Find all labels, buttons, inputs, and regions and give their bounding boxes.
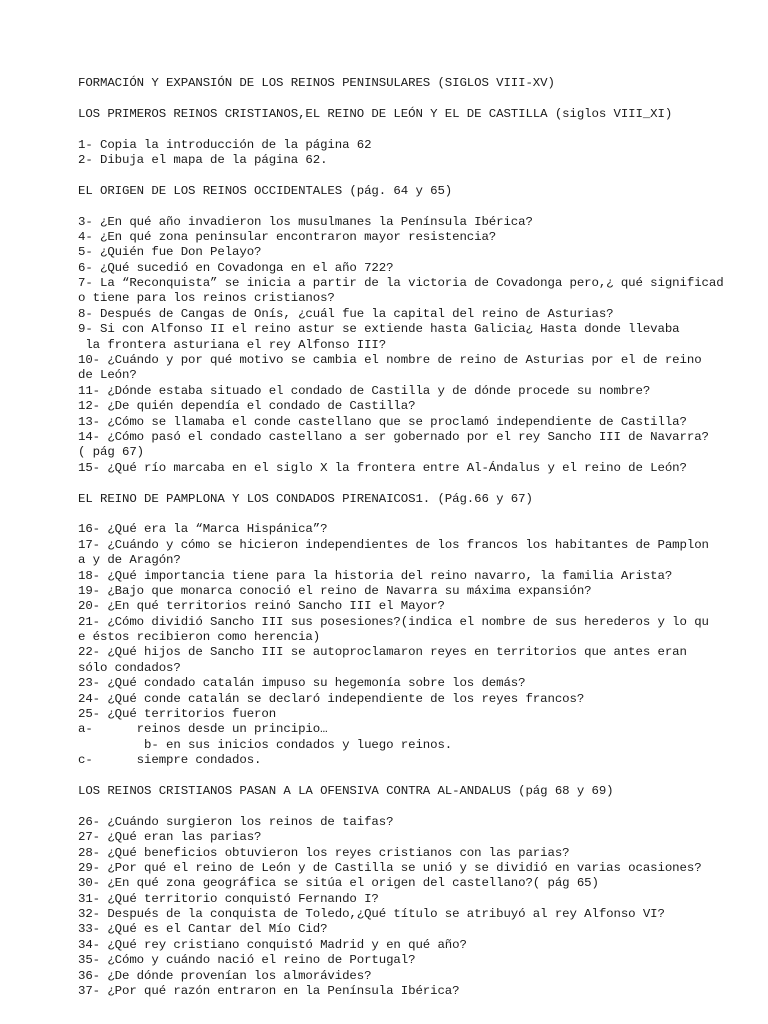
question-line: 30- ¿En qué zona geográfica se sitúa el origen del castellano?( pág 65): [78, 876, 599, 891]
question-line: 33- ¿Qué es el Cantar del Mío Cid?: [78, 922, 328, 937]
question-line: 28- ¿Qué beneficios obtuvieron los reyes cristianos con las parias?: [78, 845, 570, 860]
question-line: 23- ¿Qué condado catalán impuso su hegemonía sobre los demás?: [78, 676, 526, 691]
blank-line: [78, 769, 763, 784]
text-line: ( pág 67): [78, 445, 145, 460]
question-line: 5- ¿Quién fue Don Pelayo?: [78, 245, 262, 260]
question-line: 21- ¿Cómo dividió Sancho III sus posesiones?(indica el nombre de sus herederos y lo qu: [78, 614, 709, 629]
question-line: 24- ¿Qué conde catalán se declaró independiente de los reyes francos?: [78, 691, 585, 706]
question-line: 16- ¿Qué era la “Marca Hispánica”?: [78, 522, 328, 537]
question-line: 12- ¿De quién dependía el condado de Castilla?: [78, 399, 416, 414]
question-line: 31- ¿Qué territorio conquistó Fernando I?: [78, 891, 379, 906]
question-line: 17- ¿Cuándo y cómo se hicieron independientes de los francos los habitantes de Pamplon: [78, 537, 709, 552]
question-line: 20- ¿En qué territorios reinó Sancho III el Mayor?: [78, 599, 445, 614]
text-line: de León?: [78, 368, 137, 383]
question-line: 35- ¿Cómo y cuándo nació el reino de Portugal?: [78, 953, 416, 968]
question-line: 34- ¿Qué rey cristiano conquistó Madrid y en qué año?: [78, 937, 467, 952]
text-line: e éstos recibieron como herencia): [78, 630, 321, 645]
question-line: 22- ¿Qué hijos de Sancho III se autoproclamaron reyes en territorios que antes eran: [78, 645, 687, 660]
question-line: 18- ¿Qué importancia tiene para la historia del reino navarro, la familia Arista?: [78, 568, 673, 583]
blank-line: [78, 507, 763, 522]
text-line: sólo condados?: [78, 660, 181, 675]
question-line: 26- ¿Cuándo surgieron los reinos de taifas?: [78, 814, 394, 829]
question-line: 27- ¿Qué eran las parias?: [78, 830, 262, 845]
question-line: 8- Después de Cangas de Onís, ¿cuál fue la capital del reino de Asturias?: [78, 306, 614, 321]
question-line: 7- La “Reconquista” se inicia a partir de la victoria de Covadonga pero,¿ qué significad: [78, 276, 724, 291]
text-line: LOS PRIMEROS REINOS CRISTIANOS,EL REINO DE LEÓN Y EL DE CASTILLA (siglos VIII_XI): [78, 106, 673, 121]
question-line: 15- ¿Qué río marcaba en el siglo X la frontera entre Al-Ándalus y el reino de León?: [78, 460, 687, 475]
question-line: 29- ¿Por qué el reino de León y de Castilla se unió y se dividió en varias ocasiones?: [78, 860, 702, 875]
text-line: o tiene para los reinos cristianos?: [78, 291, 335, 306]
blank-line: [78, 199, 763, 214]
blank-line: [78, 476, 763, 491]
question-line: 6- ¿Qué sucedió en Covadonga en el año 722?: [78, 260, 394, 275]
text-line: a y de Aragón?: [78, 553, 181, 568]
blank-line: [78, 799, 763, 814]
question-line: 9- Si con Alfonso II el reino astur se extiende hasta Galicia¿ Hasta donde llevaba: [78, 322, 680, 337]
question-line: 14- ¿Cómo pasó el condado castellano a ser gobernado por el rey Sancho III de Navarra?: [78, 429, 709, 444]
question-line: 2- Dibuja el mapa de la página 62.: [78, 152, 328, 167]
question-line: 3- ¿En qué año invadieron los musulmanes la Península Ibérica?: [78, 214, 533, 229]
blank-line: [78, 91, 763, 106]
text-line: FORMACIÓN Y EXPANSIÓN DE LOS REINOS PENINSULARES (SIGLOS VIII-XV): [78, 76, 555, 90]
question-line: 13- ¿Cómo se llamaba el conde castellano que se proclamó independiente de Castilla?: [78, 414, 687, 429]
question-line: 32- Después de la conquista de Toledo,¿Qué título se atribuyó al rey Alfonso VI?: [78, 907, 665, 922]
text-line: b- en sus inicios condados y luego reinos.: [78, 737, 453, 752]
question-line: 37- ¿Por qué razón entraron en la Península Ibérica?: [78, 984, 460, 999]
question-line: 11- ¿Dónde estaba situado el condado de Castilla y de dónde procede su nombre?: [78, 383, 651, 398]
question-line: 1- Copia la introducción de la página 62: [78, 137, 372, 152]
document-page: [78, 76, 763, 999]
question-line: 19- ¿Bajo que monarca conoció el reino de Navarra su máxima expansión?: [78, 583, 592, 598]
question-line: 4- ¿En qué zona peninsular encontraron mayor resistencia?: [78, 229, 497, 244]
question-line: 25- ¿Qué territorios fueron: [78, 707, 277, 722]
text-line: c- siempre condados.: [78, 753, 262, 768]
question-line: 36- ¿De dónde provenían los almorávides?: [78, 968, 372, 983]
blank-line: [78, 122, 763, 137]
question-line: 10- ¿Cuándo y por qué motivo se cambia el nombre de reino de Asturias por el de reino: [78, 353, 702, 368]
blank-line: [78, 168, 763, 183]
text-line: EL REINO DE PAMPLONA Y LOS CONDADOS PIRENAICOS1. (Pág.66 y 67): [78, 491, 533, 506]
text-line: EL ORIGEN DE LOS REINOS OCCIDENTALES (pág. 64 y 65): [78, 183, 453, 198]
text-line: la frontera asturiana el rey Alfonso III?: [78, 337, 387, 352]
text-line: LOS REINOS CRISTIANOS PASAN A LA OFENSIVA CONTRA AL-ANDALUS (pág 68 y 69): [78, 783, 614, 798]
text-line: a- reinos desde un principio…: [78, 722, 328, 737]
